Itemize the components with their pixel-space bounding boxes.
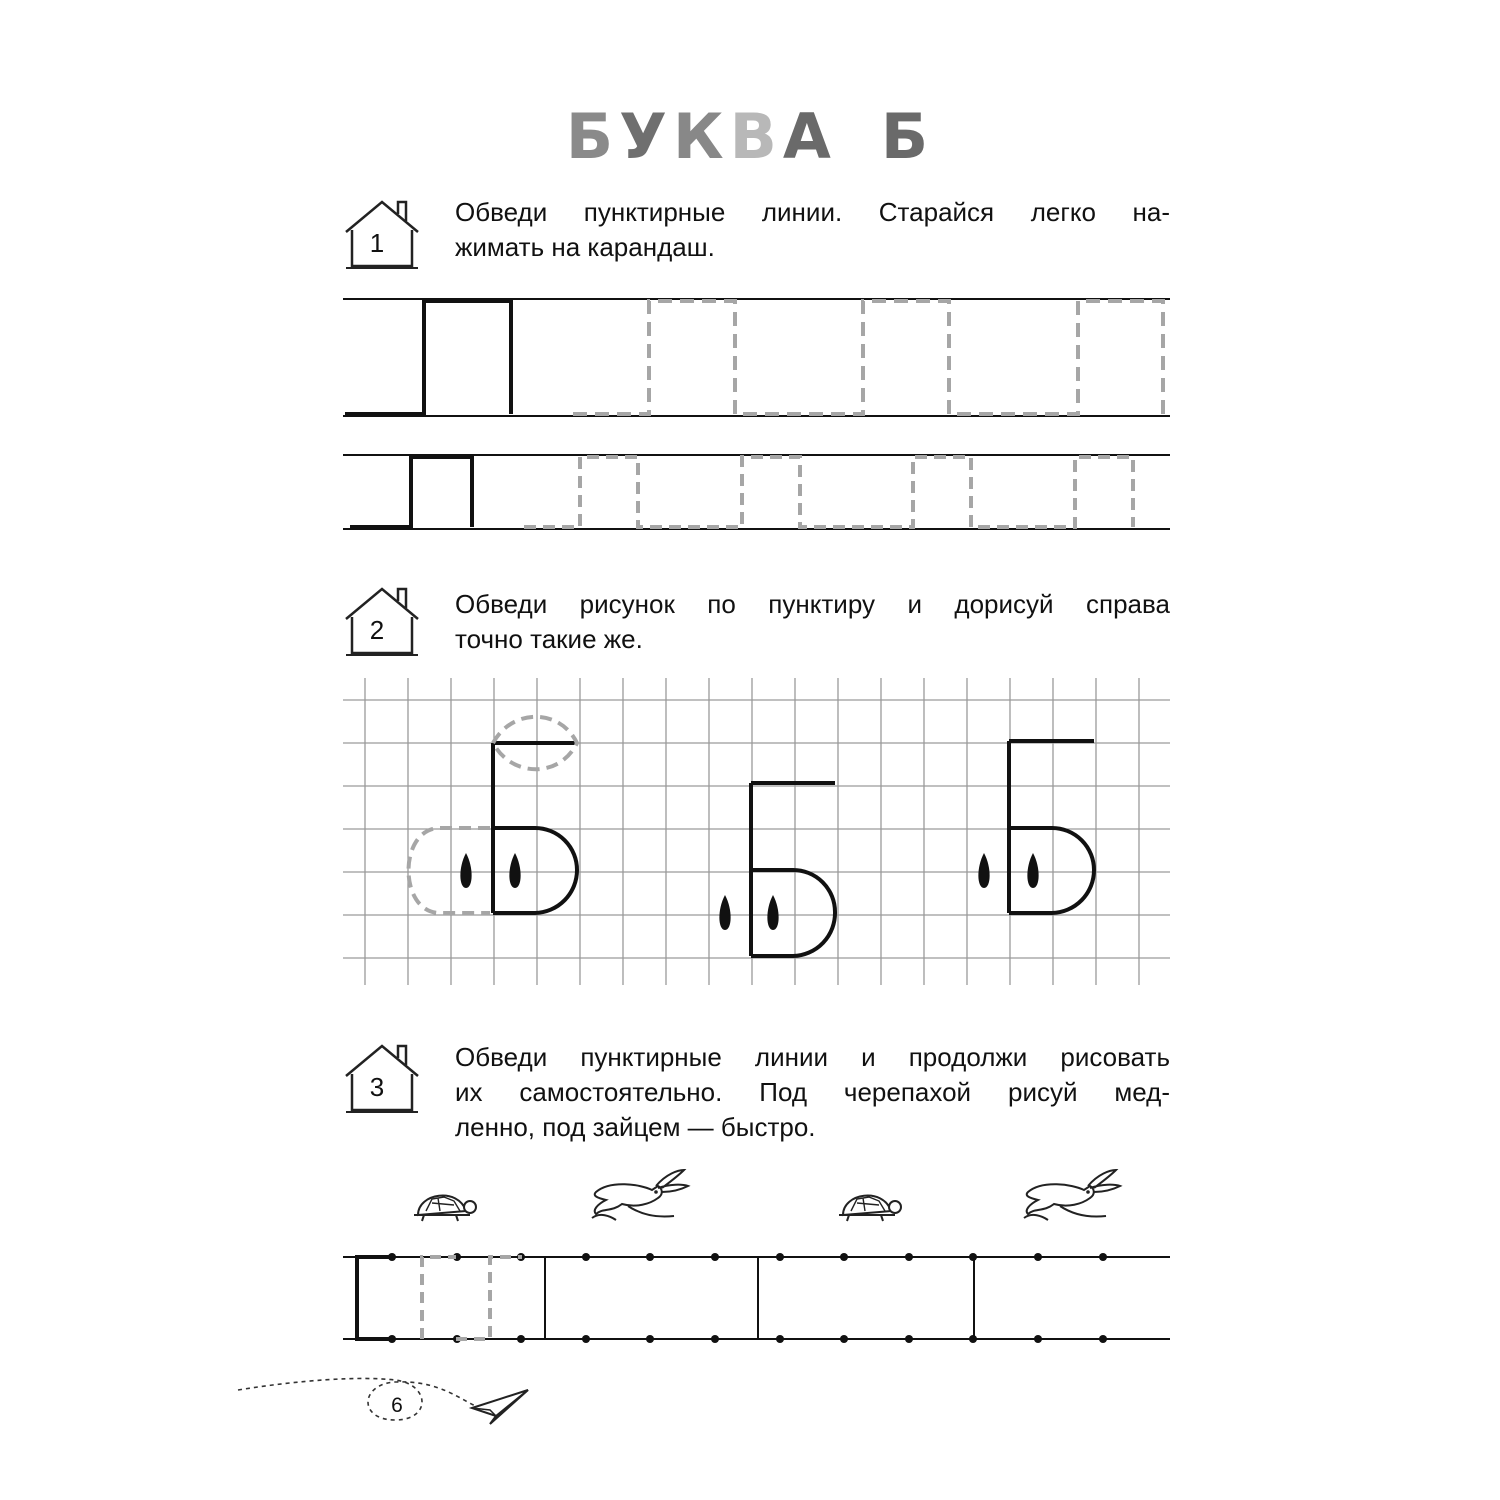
rail-dot [840, 1253, 848, 1261]
task-1-house-icon [342, 196, 422, 272]
task-3-instruction: Обведи пунктирные линии и продолжи рисовать их самостоятельно. Под черепахой рисуй мед- ленно, под зайцем — быстро. [455, 1042, 1170, 1142]
rail-dot [1034, 1335, 1042, 1343]
rail-dot [1099, 1253, 1107, 1261]
dashed-meander-small [524, 457, 1133, 527]
dashed-meander-3 [422, 1257, 522, 1339]
rail-dot [905, 1335, 913, 1343]
rail-dot [840, 1335, 848, 1343]
rail-dot [582, 1335, 590, 1343]
turtle-icon [414, 1196, 476, 1221]
page-title [0, 100, 1500, 173]
rail-dot [517, 1335, 525, 1343]
sample-meander-large [345, 301, 511, 414]
hare-icon [592, 1170, 688, 1220]
sample-meander-small [350, 457, 472, 527]
rail-dot [969, 1335, 977, 1343]
rail-dot [646, 1335, 654, 1343]
paper-plane-icon [472, 1390, 528, 1424]
rail-dot [776, 1335, 784, 1343]
rail-dot [1099, 1335, 1107, 1343]
rail-dot [388, 1253, 396, 1261]
task-1-instruction: Обведи пунктирные линии. Старайся легко на- жимать на карандаш. [455, 197, 1170, 262]
rail-dot [646, 1253, 654, 1261]
rail-dot [905, 1253, 913, 1261]
task-number: 1 [369, 228, 385, 258]
title-letter: Б [880, 100, 935, 173]
rail-dot [517, 1253, 525, 1261]
rail-dot [453, 1335, 461, 1343]
dashed-meander-large [573, 301, 1163, 414]
task-3-house-icon [342, 1040, 422, 1116]
rail-dot [388, 1335, 396, 1343]
title-letter: В [729, 100, 783, 173]
rail-dot [776, 1253, 784, 1261]
bird-sample [409, 717, 578, 913]
title-letter: У [619, 100, 673, 173]
rail-dot [1034, 1253, 1042, 1261]
page-number: 6 [391, 1394, 403, 1417]
rail-dot [711, 1335, 719, 1343]
bird-3 [978, 741, 1094, 913]
rail-dot [582, 1253, 590, 1261]
turtle-icon [839, 1196, 901, 1221]
task-2-house-icon [342, 583, 422, 659]
task-number: 3 [369, 1072, 385, 1102]
sample-meander-3 [357, 1257, 390, 1339]
rail-dot [711, 1253, 719, 1261]
task-2-instruction: Обведи рисунок по пунктиру и дорисуй справа точно такие же. [455, 589, 1170, 654]
rail-dot [969, 1253, 977, 1261]
title-letter: А [782, 100, 837, 173]
title-letter: К [672, 100, 730, 173]
title-letter: Б [565, 100, 620, 173]
rail-dot [453, 1253, 461, 1261]
task-number: 2 [369, 615, 385, 645]
hare-icon [1024, 1170, 1120, 1220]
bird-2 [719, 783, 835, 956]
